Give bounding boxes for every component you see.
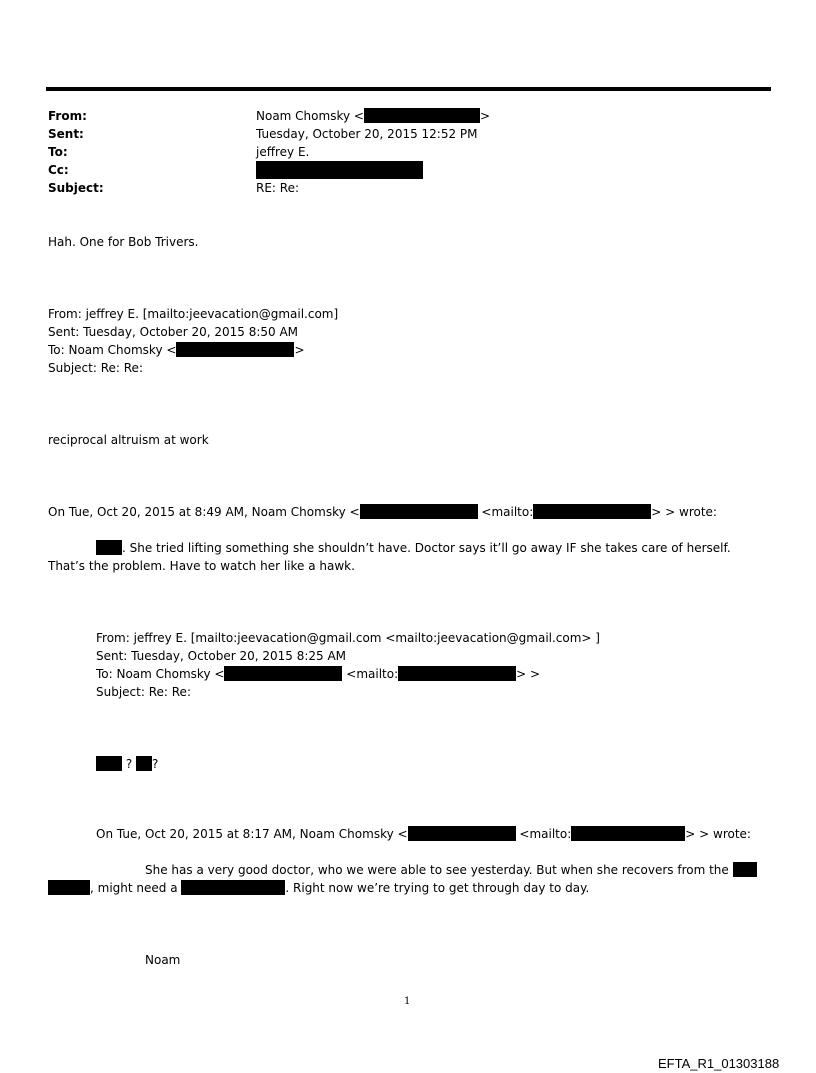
quoted-2-question-2: ? (152, 757, 159, 771)
redaction-block (733, 862, 757, 877)
quoted-2-subject: Subject: Re: Re: (96, 685, 191, 699)
quoted-1-subject: Subject: Re: Re: (48, 361, 143, 375)
redaction-block (96, 756, 122, 771)
wrote-1-body-text: . She tried lifting something she shouldn’t have. Doctor says it’ll go away IF she takes care of herself. (122, 541, 731, 555)
wrote-2-mailto: <mailto: (519, 827, 572, 841)
from-close: > (479, 109, 490, 123)
sent-value: Tuesday, October 20, 2015 12:52 PM (256, 127, 478, 141)
wrote-2-body-text: She has a very good doctor, who we were able to see yesterday. But when she recovers from the (145, 863, 729, 877)
quoted-1-to (48, 341, 305, 359)
to-label: To: (48, 145, 68, 159)
header-rule (46, 87, 771, 91)
redaction-block (571, 826, 685, 841)
wrote-1-body-line2: That’s the problem. Have to watch her like a hawk. (48, 559, 355, 573)
redaction-block (48, 880, 90, 895)
redaction-block (364, 108, 480, 123)
reply-body: Hah. One for Bob Trivers. (48, 235, 199, 249)
quoted-2-to (96, 665, 540, 683)
quoted-2-from: From: jeffrey E. [mailto:jeevacation@gmail.com <mailto:jeevacation@gmail.com> ] (96, 631, 600, 645)
redaction-block (96, 540, 122, 555)
quoted-1-to-prefix: To: Noam Chomsky < (48, 343, 177, 357)
quoted-2-to-prefix: To: Noam Chomsky < (96, 667, 225, 681)
from-value (256, 107, 490, 125)
quoted-2-body (96, 755, 158, 773)
redaction-block (136, 756, 152, 771)
document-id: EFTA_R1_01303188 (658, 1056, 780, 1071)
sent-label: Sent: (48, 127, 84, 141)
wrote-2-body-line2 (48, 879, 589, 897)
wrote-2-suffix: > > wrote: (685, 827, 751, 841)
wrote-1-suffix: > > wrote: (651, 505, 717, 519)
subject-label: Subject: (48, 181, 104, 195)
to-value: jeffrey E. (256, 145, 310, 159)
quoted-2-to-suffix: > > (516, 667, 541, 681)
wrote-2-body-part-b: . Right now we’re trying to get through day to day. (285, 881, 590, 895)
redaction-block (533, 504, 651, 519)
wrote-1-mailto: <mailto: (481, 505, 534, 519)
wrote-2-prefix: On Tue, Oct 20, 2015 at 8:17 AM, Noam Chomsky < (96, 827, 408, 841)
wrote-1-line (48, 503, 717, 521)
quoted-1-to-suffix: > (294, 343, 305, 357)
from-label: From: (48, 109, 87, 123)
redaction-block (398, 666, 516, 681)
wrote-2-line (96, 825, 751, 843)
quoted-2-to-mailto: <mailto: (346, 667, 399, 681)
redaction-block (408, 826, 516, 841)
wrote-2-body-part-a: , might need a (90, 881, 178, 895)
page-number: 1 (404, 996, 411, 1007)
quoted-1-body: reciprocal altruism at work (48, 433, 209, 447)
cc-label: Cc: (48, 163, 69, 177)
redaction-block (181, 880, 285, 895)
quoted-1-from: From: jeffrey E. [mailto:jeevacation@gmail.com] (48, 307, 339, 321)
wrote-1-prefix: On Tue, Oct 20, 2015 at 8:49 AM, Noam Chomsky < (48, 505, 360, 519)
redaction-block (360, 504, 478, 519)
quoted-1-sent: Sent: Tuesday, October 20, 2015 8:50 AM (48, 325, 299, 339)
wrote-2-body-line1 (145, 861, 757, 879)
quoted-2-sent: Sent: Tuesday, October 20, 2015 8:25 AM (96, 649, 347, 663)
subject-value: RE: Re: (256, 181, 300, 195)
from-name: Noam Chomsky < (256, 109, 364, 123)
cc-redaction-block (256, 161, 423, 179)
signature: Noam (145, 953, 181, 967)
wrote-1-body-line1 (96, 539, 731, 557)
quoted-2-question-1: ? (122, 757, 136, 771)
redaction-block (224, 666, 342, 681)
redaction-block (176, 342, 294, 357)
